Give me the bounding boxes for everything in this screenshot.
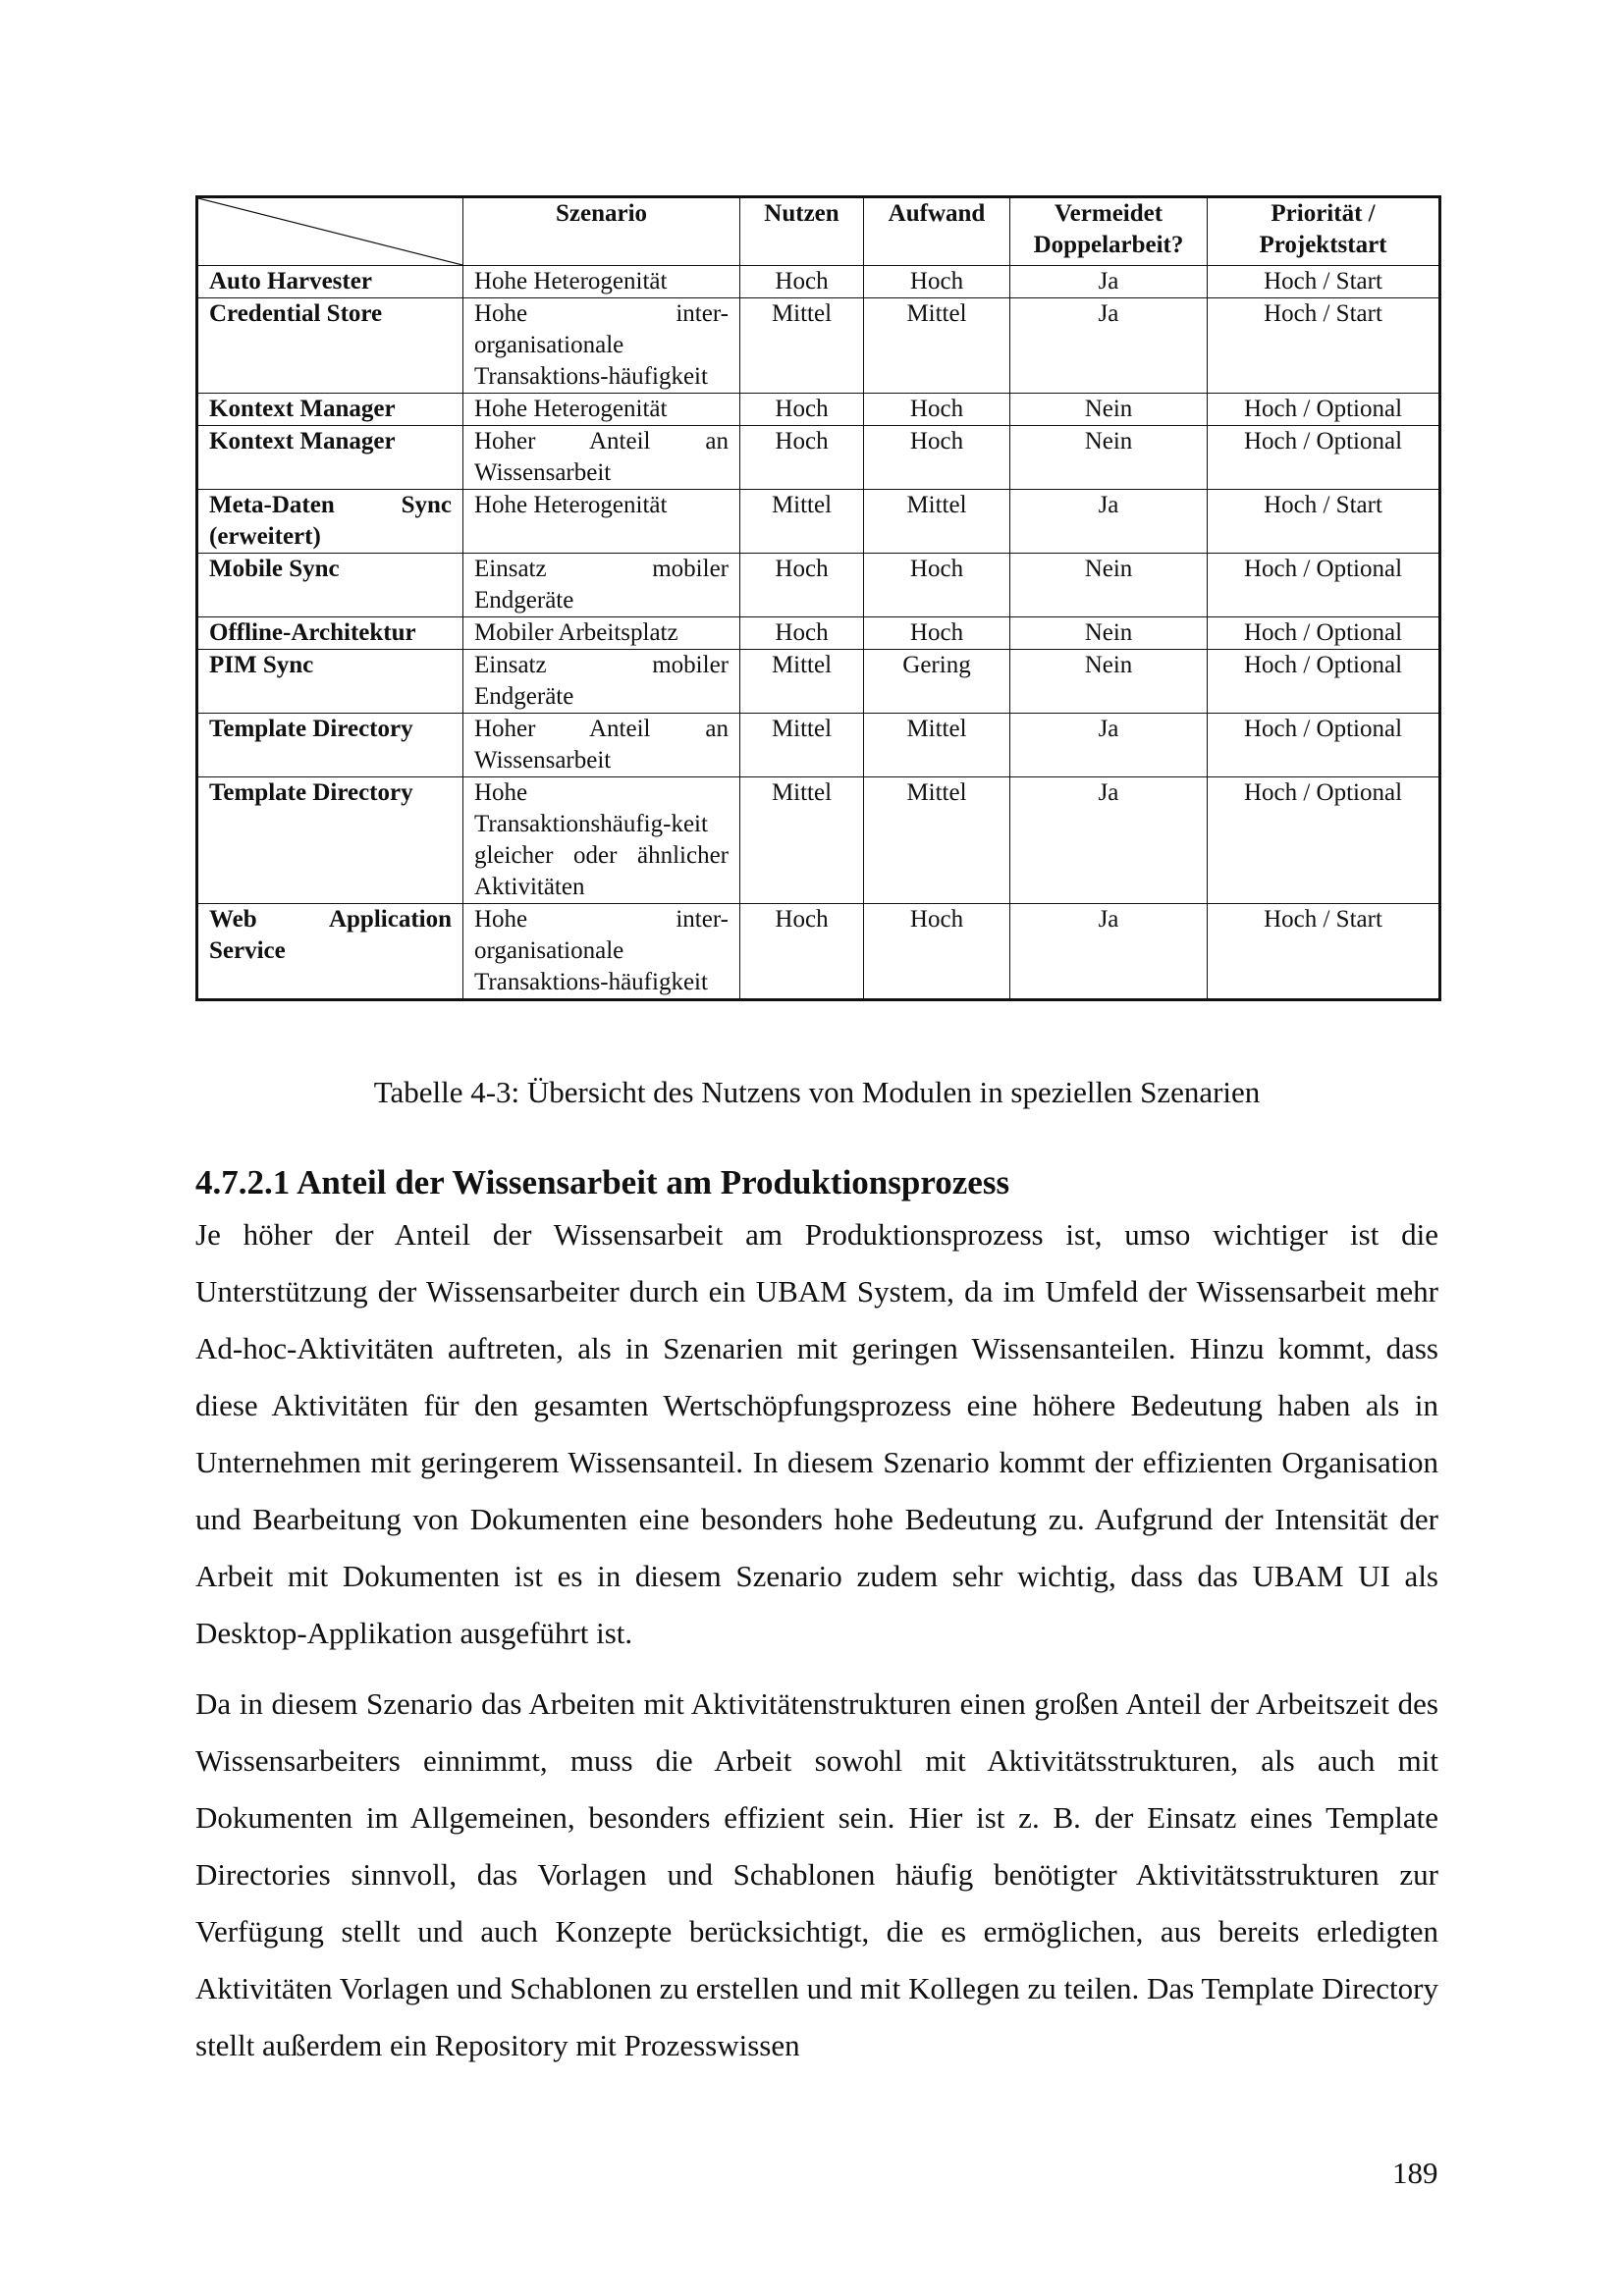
row-prioritaet: Hoch / Optional [1208, 617, 1440, 650]
row-doppelarbeit: Ja [1010, 714, 1208, 777]
row-module-name: Credential Store [197, 298, 463, 394]
row-prioritaet: Hoch / Start [1208, 298, 1440, 394]
row-scenario: Hohe Heterogenität [463, 490, 740, 554]
row-module-name: Template Directory [197, 714, 463, 777]
header-aufwand: Aufwand [864, 197, 1010, 266]
row-nutzen: Hoch [740, 394, 864, 426]
row-doppelarbeit: Ja [1010, 904, 1208, 1000]
section-heading: 4.7.2.1 Anteil der Wissensarbeit am Produktionsprozess [195, 1163, 1010, 1201]
row-scenario: Hohe inter-organisationale Transaktions-häufigkeit [463, 904, 740, 1000]
table-row [197, 554, 1440, 617]
table-row [197, 714, 1440, 777]
table-caption: Tabelle 4-3: Übersicht des Nutzens von Modulen in speziellen Szenarien [373, 1075, 1261, 1109]
row-aufwand: Hoch [864, 904, 1010, 1000]
row-scenario: Hohe Heterogenität [463, 266, 740, 298]
table-header-row [197, 197, 1440, 266]
row-doppelarbeit: Ja [1010, 777, 1208, 904]
row-prioritaet: Hoch / Optional [1208, 554, 1440, 617]
row-doppelarbeit: Nein [1010, 617, 1208, 650]
row-prioritaet: Hoch / Optional [1208, 394, 1440, 426]
row-prioritaet: Hoch / Optional [1208, 650, 1440, 714]
row-nutzen: Mittel [740, 490, 864, 554]
row-module-name: Kontext Manager [197, 394, 463, 426]
body-paragraph-2: Da in diesem Szenario das Arbeiten mit Aktivitätenstrukturen einen großen Anteil der Arbeitszeit des Wissensarbeiters einnimmt, muss die Arbeit sowohl mit Aktivitätsstrukturen, als auch mit Dokumenten im Allgemeinen, besonders effizient sein. Hier ist z. B. der Einsatz eines Template Directories sinnvoll, das Vorlagen und Schablonen häufig benötigter Aktivitätsstrukturen zur Verfügung stellt und auch Konzepte berücksichtigt, die es ermöglichen, aus bereits erledigten Aktivitäten Vorlagen und Schablonen zu erstellen und mit Kollegen zu teilen. Das Template Directory stellt außerdem ein Repository mit Prozesswissen [195, 1686, 1438, 2062]
row-scenario: Hohe Transaktionshäufig-keit gleicher oder ähnlicher Aktivitäten [463, 777, 740, 904]
row-module-name: Template Directory [197, 777, 463, 904]
row-scenario: Mobiler Arbeitsplatz [463, 617, 740, 650]
row-nutzen: Mittel [740, 298, 864, 394]
row-nutzen: Hoch [740, 904, 864, 1000]
row-doppelarbeit: Ja [1010, 298, 1208, 394]
row-doppelarbeit: Ja [1010, 490, 1208, 554]
row-scenario: Hohe Heterogenität [463, 394, 740, 426]
diagonal-line-icon [198, 198, 462, 265]
table-row [197, 650, 1440, 714]
row-doppelarbeit: Nein [1010, 650, 1208, 714]
row-doppelarbeit: Nein [1010, 554, 1208, 617]
table-row [197, 904, 1440, 1000]
row-nutzen: Hoch [740, 554, 864, 617]
table-row [197, 617, 1440, 650]
row-scenario: Hoher Anteil an Wissensarbeit [463, 714, 740, 777]
row-aufwand: Hoch [864, 266, 1010, 298]
row-module-name: Mobile Sync [197, 554, 463, 617]
row-nutzen: Hoch [740, 426, 864, 490]
header-prioritaet: Priorität / Projektstart [1208, 197, 1440, 266]
row-prioritaet: Hoch / Start [1208, 904, 1440, 1000]
header-doppelarbeit: Vermeidet Doppelarbeit? [1010, 197, 1208, 266]
row-aufwand: Gering [864, 650, 1010, 714]
row-prioritaet: Hoch / Start [1208, 266, 1440, 298]
row-scenario: Einsatz mobiler Endgeräte [463, 554, 740, 617]
row-doppelarbeit: Nein [1010, 394, 1208, 426]
row-nutzen: Mittel [740, 714, 864, 777]
module-scenario-table [195, 195, 1441, 1001]
row-nutzen: Hoch [740, 617, 864, 650]
table-row [197, 777, 1440, 904]
row-prioritaet: Hoch / Optional [1208, 714, 1440, 777]
table-row [197, 394, 1440, 426]
row-aufwand: Mittel [864, 777, 1010, 904]
row-aufwand: Mittel [864, 714, 1010, 777]
row-scenario: Hoher Anteil an Wissensarbeit [463, 426, 740, 490]
row-nutzen: Hoch [740, 266, 864, 298]
row-module-name: Kontext Manager [197, 426, 463, 490]
table-row [197, 426, 1440, 490]
row-aufwand: Mittel [864, 298, 1010, 394]
row-doppelarbeit: Ja [1010, 266, 1208, 298]
header-nutzen: Nutzen [740, 197, 864, 266]
row-aufwand: Mittel [864, 490, 1010, 554]
row-aufwand: Hoch [864, 617, 1010, 650]
row-aufwand: Hoch [864, 426, 1010, 490]
page-number: 189 [1392, 2156, 1438, 2190]
row-prioritaet: Hoch / Optional [1208, 426, 1440, 490]
row-doppelarbeit: Nein [1010, 426, 1208, 490]
row-nutzen: Mittel [740, 777, 864, 904]
row-module-name: PIM Sync [197, 650, 463, 714]
row-aufwand: Hoch [864, 554, 1010, 617]
row-prioritaet: Hoch / Start [1208, 490, 1440, 554]
row-aufwand: Hoch [864, 394, 1010, 426]
row-scenario: Einsatz mobiler Endgeräte [463, 650, 740, 714]
table-row [197, 490, 1440, 554]
table-row [197, 298, 1440, 394]
header-szenario: Szenario [463, 197, 740, 266]
row-module-name: Offline-Architektur [197, 617, 463, 650]
body-paragraph-1: Je höher der Anteil der Wissensarbeit am Produktionsprozess ist, umso wichtiger ist die Unterstützung der Wissensarbeiter durch ein UBAM System, da im Umfeld der Wissensarbeit mehr Ad-hoc-Aktivitäten auftreten, als in Szenarien mit geringen Wissensanteilen. Hinzu kommt, dass diese Aktivitäten für den gesamten Wertschöpfungsprozess eine höhere Bedeutung haben als in Unternehmen mit geringerem Wissensanteil. In diesem Szenario kommt der effizienten Organisation und Bearbeitung von Dokumenten eine besonders hohe Bedeutung zu. Aufgrund der Intensität der Arbeit mit Dokumenten ist es in diesem Szenario zudem sehr wichtig, dass das UBAM UI als Desktop-Applikation ausgeführt ist. [195, 1217, 1438, 1650]
header-corner-cell [197, 197, 463, 266]
row-module-name: Meta-Daten Sync (erweitert) [197, 490, 463, 554]
table-row [197, 266, 1440, 298]
row-module-name: Web Application Service [197, 904, 463, 1000]
row-scenario: Hohe inter-organisationale Transaktions-häufigkeit [463, 298, 740, 394]
row-nutzen: Mittel [740, 650, 864, 714]
row-module-name: Auto Harvester [197, 266, 463, 298]
row-prioritaet: Hoch / Optional [1208, 777, 1440, 904]
